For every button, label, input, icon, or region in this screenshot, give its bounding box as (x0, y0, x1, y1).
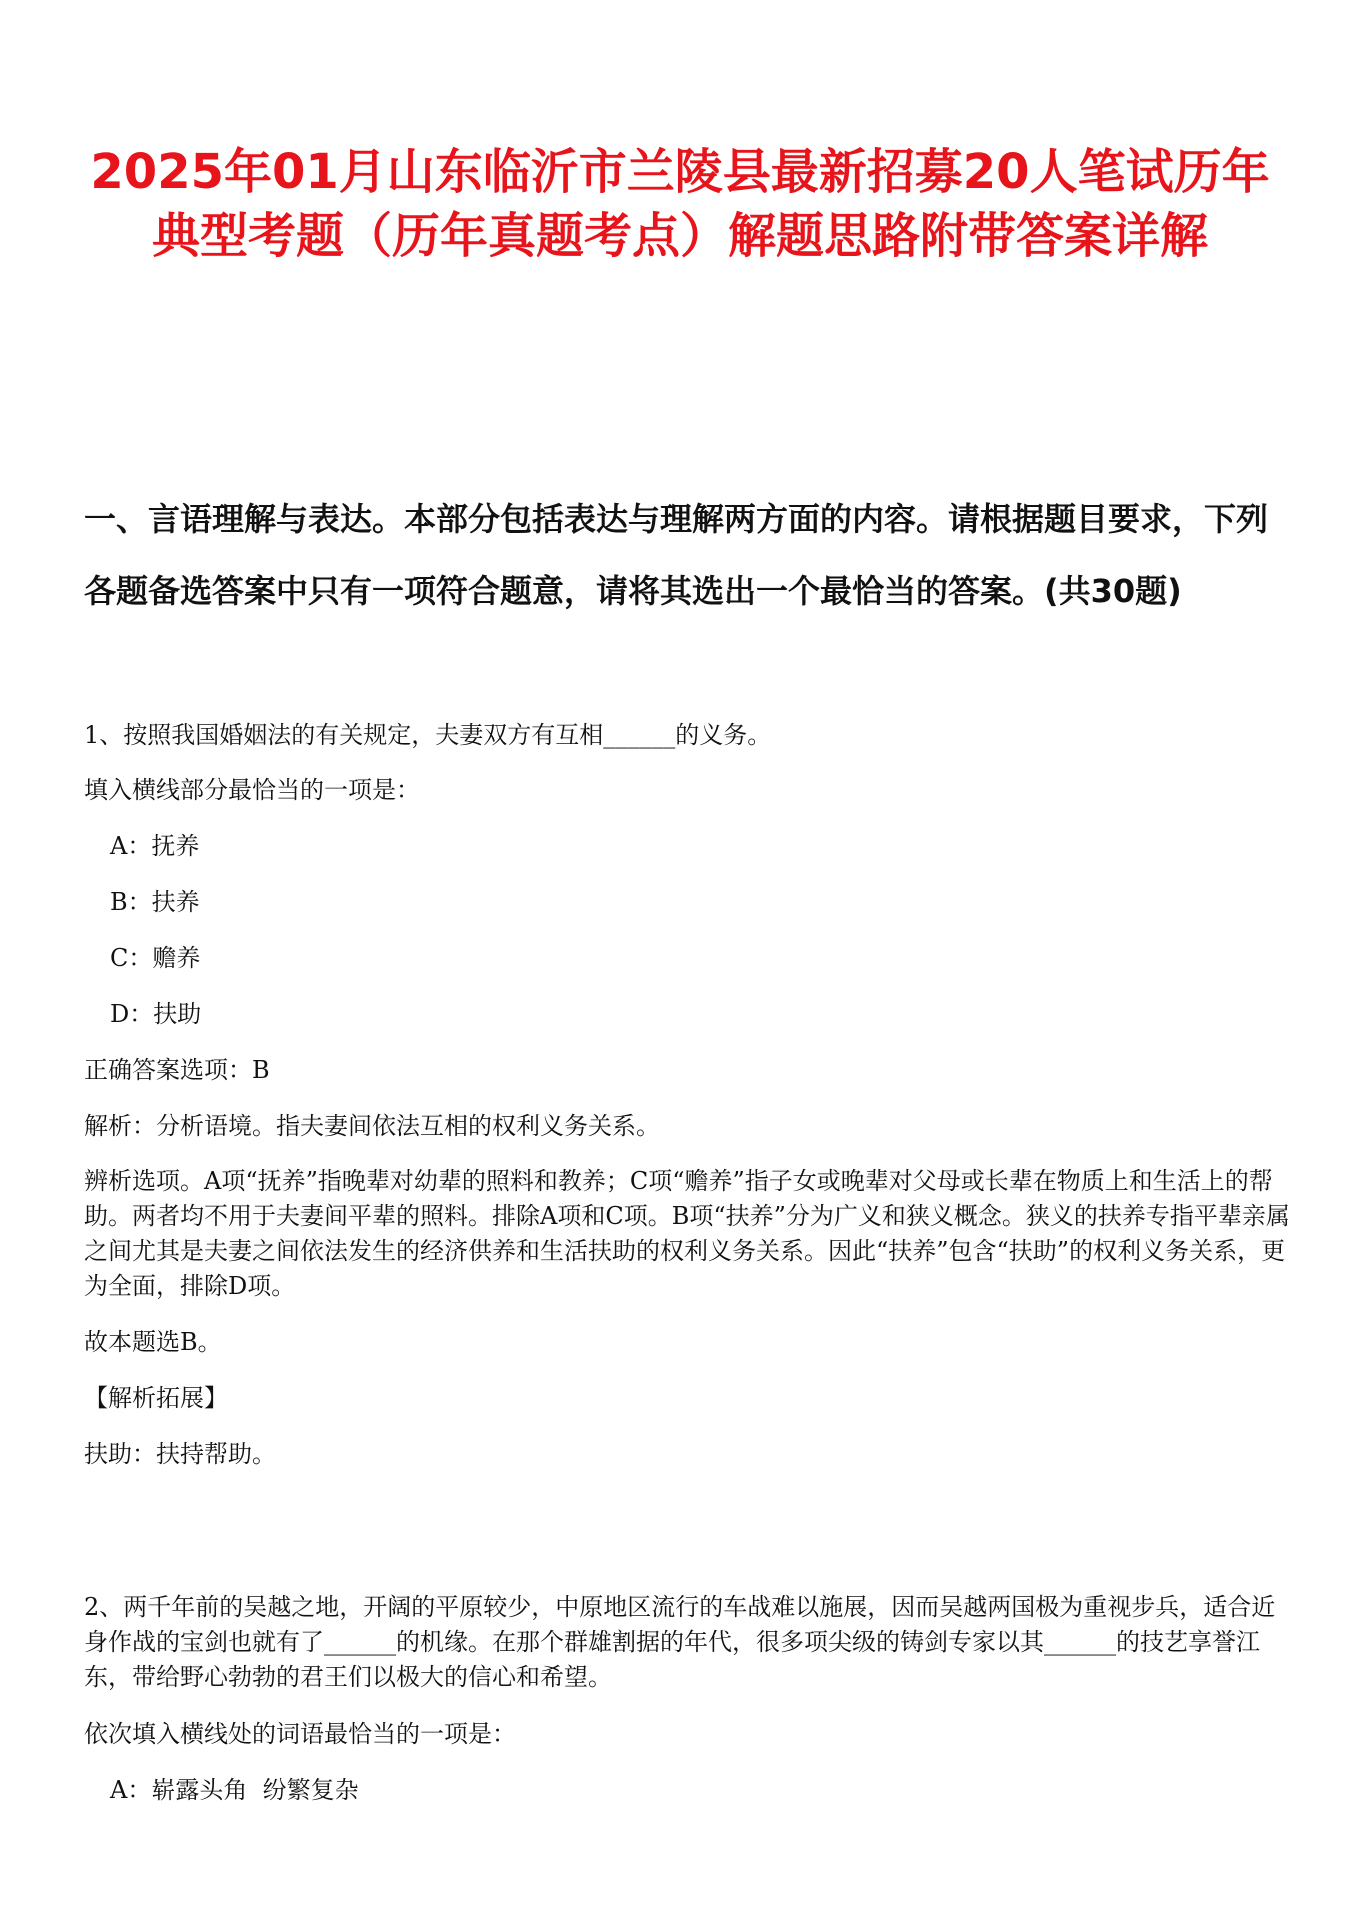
q1-answer: 正确答案选项：B (84, 1056, 270, 1084)
section-heading: 一、言语理解与表达。本部分包括表达与理解两方面的内容。请根据题目要求，下列各题备选答案中只有一项符合题意，请将其选出一个最恰当的答案。(共30题) (84, 500, 1269, 610)
q1-discrimination: 辨析选项。A项“抚养”指晚辈对幼辈的照料和教养；C项“赡养”指子女或晚辈对父母或长辈在物质上和生活上的帮助。两者均不用于夫妻间平辈的照料。排除A项和C项。B项“扶养”分为广义和狭义概念。狭义的扶养专指平辈亲属之间尤其是夫妻之间依法发生的经济供养和生活扶助的权利义务关系。因此“扶养”包含“扶助”的权利义务关系，更为全面，排除D项。 (84, 1167, 1290, 1300)
q1-extension: 扶助：扶持帮助。 (84, 1440, 276, 1468)
q1-extension-heading: 【解析拓展】 (84, 1384, 228, 1412)
q1-option-d: D：扶助 (110, 1000, 202, 1028)
q1-instruction: 填入横线部分最恰当的一项是： (84, 776, 420, 804)
q1-option-a: A：抚养 (110, 832, 200, 860)
q2-instruction: 依次填入横线处的词语最恰当的一项是： (84, 1720, 516, 1748)
q1-conclusion: 故本题选B。 (84, 1328, 222, 1356)
q2-stem: 2、两千年前的吴越之地，开阔的平原较少，中原地区流行的车战难以施展，因而吴越两国极为重视步兵，适合近身作战的宝剑也就有了______的机缘。在那个群雄割据的年代，很多项尖级的铸剑专家以其______的技艺享誉江东，带给野心勃勃的君王们以极大的信心和希望。 (84, 1593, 1276, 1691)
q1-option-c: C：赡养 (110, 944, 201, 972)
q1-stem: 1、按照我国婚姻法的有关规定，夫妻双方有互相______的义务。 (84, 721, 772, 749)
document-title: 2025年01月山东临沂市兰陵县最新招募20人笔试历年典型考题（历年真题考点）解题思路附带答案详解 (90, 144, 1270, 264)
q2-option-a: A：崭露头角 纷繁复杂 (110, 1776, 359, 1804)
q1-option-b: B：扶养 (110, 888, 200, 916)
q1-analysis: 解析：分析语境。指夫妻间依法互相的权利义务关系。 (84, 1112, 660, 1140)
